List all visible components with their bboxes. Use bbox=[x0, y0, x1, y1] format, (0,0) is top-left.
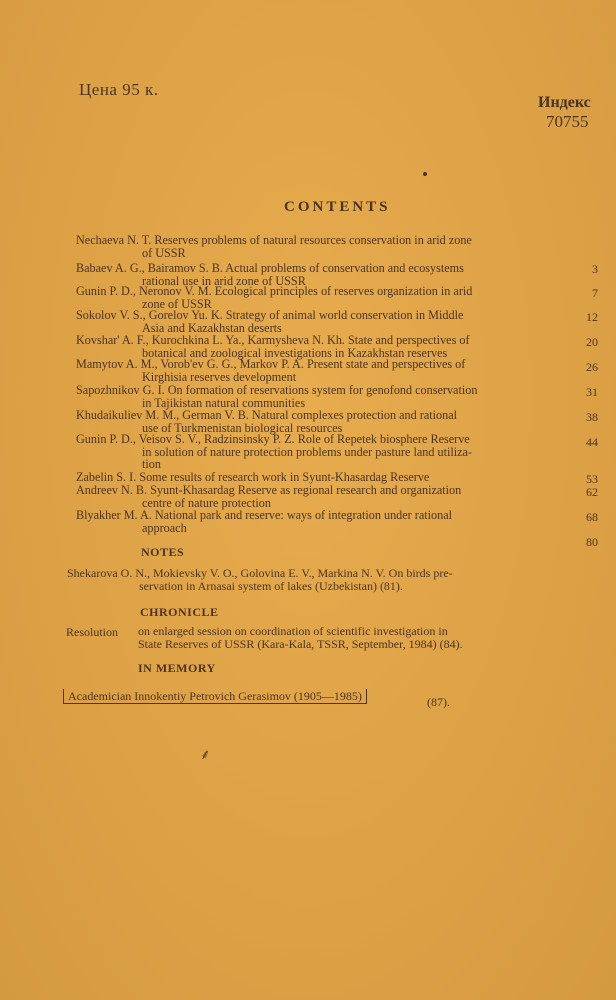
toc-page-number: 3 bbox=[592, 262, 598, 276]
contents-title: CONTENTS bbox=[284, 199, 391, 215]
section-heading-memory: IN MEMORY bbox=[138, 661, 216, 675]
section-heading-chronicle: CHRONICLE bbox=[140, 605, 219, 619]
toc-page-number: 12 bbox=[586, 310, 598, 324]
toc-page-number: 7 bbox=[592, 286, 598, 300]
toc-entry-line: use of Turkmenistan biological resources bbox=[142, 420, 343, 435]
chronicle-entry-line: on enlarged session on coordination of scientific investigation in bbox=[138, 624, 448, 638]
toc-entry-line: zone of USSR bbox=[142, 296, 212, 311]
index-label: Индекс bbox=[538, 94, 591, 111]
toc-page-number: 20 bbox=[586, 335, 598, 349]
toc-entry-line: in Tajikistan natural communities bbox=[142, 395, 306, 410]
notes-entry-line: Shekarova O. N., Mokievsky V. O., Golovina E. V., Markina N. V. On birds pre- bbox=[67, 566, 453, 580]
chronicle-label: Resolution bbox=[66, 625, 119, 639]
toc-entry-line: centre of nature protection bbox=[142, 495, 271, 510]
toc-entry bbox=[76, 334, 566, 359]
toc-entry-line: botanical and zoological investigations in Kazakhstan reserves bbox=[142, 345, 448, 360]
toc-entry-line: tion bbox=[142, 457, 161, 471]
toc-page-number: 44 bbox=[586, 435, 598, 449]
notes-entry bbox=[67, 567, 567, 593]
index-number: 70755 bbox=[546, 112, 589, 131]
toc-entry bbox=[76, 409, 566, 434]
toc-page-number: 38 bbox=[586, 410, 598, 424]
toc-entry-line: Kirghisia reserves development bbox=[142, 369, 297, 384]
toc-page-number: 80 bbox=[586, 535, 598, 549]
toc-entry bbox=[76, 234, 566, 259]
toc-entry bbox=[76, 484, 566, 509]
toc-entry-line: Mamytov A. M., Vorob'ev G. G., Markov P. A. Present state and perspectives of bbox=[76, 357, 466, 371]
toc-entry-line: approach bbox=[142, 520, 187, 535]
toc-entry-line: in solution of nature protection problems under pasture land utiliza- bbox=[142, 444, 472, 459]
chronicle-entry bbox=[138, 625, 568, 651]
toc-entry-line: Gunin P. D., Neronov V. M. Ecological principles of reserves organization in arid bbox=[76, 284, 473, 298]
toc-entry-line: Zabelin S. I. Some results of research work in Syunt-Khasardag Reserve bbox=[76, 470, 430, 484]
toc-entry-line: Andreev N. B. Syunt-Khasardag Reserve as regional research and organization bbox=[76, 483, 462, 497]
toc-page-number: 26 bbox=[586, 360, 598, 374]
toc-entry-line: Asia and Kazakhstan deserts bbox=[142, 320, 282, 335]
toc-entry-line: Gunin P. D., Veisov S. V., Radzinsinsky P. Z. Role of Repetek biosphere Reserve bbox=[76, 432, 470, 446]
toc-entry-line: Kovshar' A. F., Kurochkina L. Ya., Karmysheva N. Kh. State and perspectives of bbox=[76, 333, 470, 347]
toc-entry bbox=[76, 358, 566, 383]
toc-entry-line: Babaev A. G., Bairamov S. B. Actual problems of conservation and ecosystems bbox=[76, 261, 464, 275]
toc-entry bbox=[76, 433, 566, 471]
pen-mark: ⸙ bbox=[200, 748, 211, 763]
toc-entry-line: Blyakher M. A. National park and reserve: ways of integration under rational bbox=[76, 508, 453, 522]
toc-entry-line: Khudaikuliev M. M., German V. B. Natural complexes protection and rational bbox=[76, 408, 458, 422]
toc-entry-line: Sapozhnikov G. I. On formation of reservations system for genofond conservation bbox=[76, 383, 478, 397]
memory-page-number: (87). bbox=[427, 695, 450, 709]
toc-entry bbox=[76, 509, 566, 534]
memory-entry: Academician Innokentiy Petrovich Gerasimov (1905—1985) bbox=[63, 689, 367, 704]
toc-page-number: 31 bbox=[586, 385, 598, 399]
ink-dot bbox=[423, 172, 427, 176]
notes-entry-line: servation in Arnasai system of lakes (Uzbekistan) (81). bbox=[139, 579, 403, 593]
toc-entry bbox=[76, 384, 566, 409]
price-label: Цена 95 к. bbox=[79, 80, 159, 99]
toc-page-number: 68 bbox=[586, 510, 598, 524]
chronicle-entry-line: State Reserves of USSR (Kara-Kala, TSSR, September, 1984) (84). bbox=[138, 637, 463, 651]
toc-page-number: 62 bbox=[586, 485, 598, 499]
toc-page-number: 53 bbox=[586, 472, 598, 486]
toc-entry-line: Sokolov V. S., Gorelov Yu. K. Strategy of animal world conservation in Middle bbox=[76, 308, 464, 322]
toc-entry-line: Nechaeva N. T. Reserves problems of natural resources conservation in arid zone bbox=[76, 233, 472, 247]
toc-entry bbox=[76, 309, 566, 334]
toc-entry-line: of USSR bbox=[142, 245, 186, 260]
section-heading-notes: NOTES bbox=[141, 545, 185, 559]
toc-entry bbox=[76, 285, 566, 310]
toc-entry-line: rational use in arid zone of USSR bbox=[142, 273, 306, 288]
toc-entry bbox=[76, 471, 566, 484]
